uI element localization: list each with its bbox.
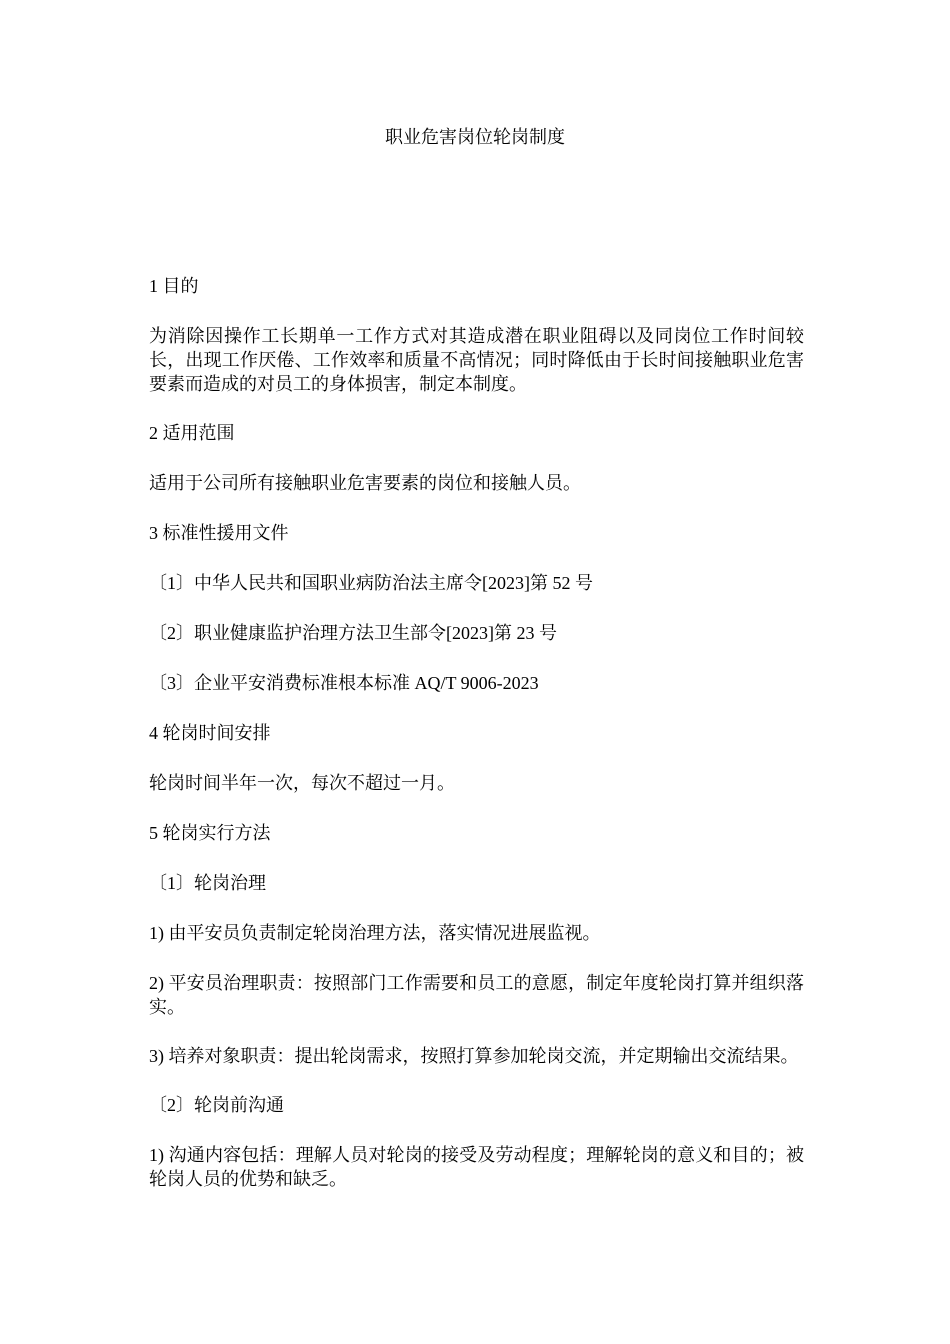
heading-rotation-schedule: 4 轮岗时间安排 [149,723,271,743]
subheading-pre-rotation-communication: 〔2〕轮岗前沟通 [149,1095,284,1115]
paragraph-scope: 适用于公司所有接触职业危害要素的岗位和接触人员。 [149,473,581,493]
list-item-management-3: 3) 培养对象职责：提出轮岗需求，按照打算参加轮岗交流，并定期输出交流结果。 [149,1046,799,1066]
subheading-rotation-management: 〔1〕轮岗治理 [149,873,266,893]
paragraph-rotation-schedule: 轮岗时间半年一次，每次不超过一月。 [149,773,455,793]
heading-purpose: 1 目的 [149,276,199,296]
document-body [149,274,804,1216]
document-title: 职业危害岗位轮岗制度 [385,127,565,147]
paragraph-purpose: 为消除因操作工长期单一工作方式对其造成潜在职业阻碍以及同岗位工作时间较长，出现工作厌倦、工作效率和质量不高情况；同时降低由于长时间接触职业危害要素而造成的对员工的身体损害，制定本制度。 [149,326,804,394]
list-item-communication-1: 1) 沟通内容包括：理解人员对轮岗的接受及劳动程度；理解轮岗的意义和目的；被轮岗人员的优势和缺乏。 [149,1145,804,1189]
reference-item-1: 〔1〕中华人民共和国职业病防治法主席令[2023]第 52 号 [149,573,593,593]
heading-rotation-method: 5 轮岗实行方法 [149,823,271,843]
heading-scope: 2 适用范围 [149,423,235,443]
heading-normative-references: 3 标准性援用文件 [149,523,289,543]
reference-item-2: 〔2〕职业健康监护治理方法卫生部令[2023]第 23 号 [149,623,557,643]
list-item-management-1: 1) 由平安员负责制定轮岗治理方法，落实情况进展监视。 [149,923,601,943]
reference-item-3: 〔3〕企业平安消费标准根本标准 AQ/T 9006-2023 [149,673,539,693]
list-item-management-2: 2) 平安员治理职责：按照部门工作需要和员工的意愿，制定年度轮岗打算并组织落实。 [149,973,804,1017]
